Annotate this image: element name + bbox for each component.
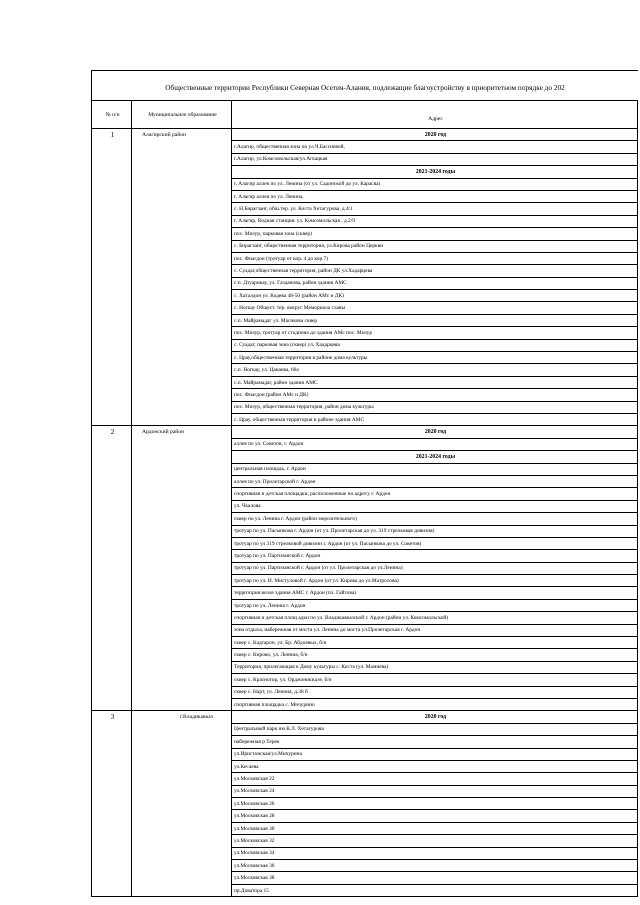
address-cell: тротуар по ул 319 стрелковой дивизии г. Ардон (от ул. Пасынкова до ул. Советов) (232, 537, 638, 549)
address-cell: тротуар по ул. Ленина г. Ардон (232, 599, 638, 611)
address-cell: пос. Мизур, парковая зона (сквер) (232, 228, 638, 240)
header-address: Адрес (232, 101, 638, 129)
address-cell: тротуар по ул. Партизанской г. Ардон (232, 550, 638, 562)
address-cell: набережная р.Терек (232, 736, 638, 748)
address-cell: с.п. Дзуарикау, ул. Газданова, район здания АМС (232, 277, 638, 289)
address-cell: ул.Московская 30 (232, 822, 638, 834)
address-cell: пос. Фиагдон (тротуар от кор. 4 до кор.7) (232, 252, 638, 264)
header-row (92, 101, 638, 129)
address-cell: тротуар по ул. Пасынкова г. Ардон (от ул. Пролетарская до ул. 319 стрелковая дивизия) (232, 525, 638, 537)
address-cell: г. Алагир аллея по ул. Ленина (от ул. Садонской до ул. Карасва) (232, 178, 638, 190)
address-cell: центральная площадь, г. Ардон (232, 463, 638, 475)
year-heading: 2021-2024 годы (232, 451, 638, 463)
address-cell: с.п. Майрамадаг, район здания АМС (232, 376, 638, 388)
territories-table (91, 100, 638, 897)
page-title: Общественные территории Республики Северная Осетия-Алания, подлежащие благоустройству в приоритетном порядке до 202 (165, 83, 565, 92)
address-cell: г. Алагир, Водная станция. ул. Комсомольская , д.2/9 (232, 215, 638, 227)
year-heading: 2020 год (232, 711, 638, 723)
address-cell: пос. Мизур, тротуар от стадиона до здания АМс пос. Мизур (232, 327, 638, 339)
address-cell: г.Алагир, ул.Комсомольская/ул.Агкацкая (232, 153, 638, 165)
address-cell: г. Алагир аллея по ул. Ленина, (232, 190, 638, 202)
address-cell: с. Суадаг,общественная территория, район ДК ул.Хадарцева (232, 265, 638, 277)
address-cell: ул.Иристонская/ул.Мичурина (232, 748, 638, 760)
row-number: 1 (92, 129, 132, 426)
address-cell: ул.Московская 32 (232, 835, 638, 847)
address-cell: аллея по ул. Пролетарской г. Ардон (232, 475, 638, 487)
address-cell: ул.Московская 38 (232, 872, 638, 884)
address-cell: с. Бирагзанг, общественная территория, ул.Кирова район Церкви (232, 240, 638, 252)
municipality-cell: Ардонский район (132, 426, 232, 711)
address-cell: территория возле здания АМС г. Ардон (пл. Гайтова) (232, 587, 638, 599)
address-cell: сквер с. Красногор, ул. Орджоникидзе, б/н (232, 674, 638, 686)
address-cell: сквер с. Кирово, ул. Ленина, б/н (232, 649, 638, 661)
row-number: 3 (92, 711, 132, 897)
address-cell: с. Н.Бирагзанг, обш.тер. ул. Коста Хетагурова, д.4/1 (232, 203, 638, 215)
address-cell: зона отдыха, набережная от моста ул. Ленина до моста ул.Пролетарская г. Ардон (232, 624, 638, 636)
municipality-cell: Алагирский район (132, 129, 232, 426)
address-cell: спортивная площадка с. Мичурино (232, 698, 638, 710)
address-cell: ул.Московская 22 (232, 773, 638, 785)
year-heading: 2020 год (232, 129, 638, 141)
address-cell: г.Алагир, общественная зона по ул.Ч.Бассиевой, (232, 141, 638, 153)
address-cell: сквер по ул. Ленина г. Ардон (район морозительного) (232, 513, 638, 525)
address-cell: с.п. Ногкау, ул. Цанаева, 66а (232, 364, 638, 376)
address-cell: спортивная и детская площадки, расположенные по адресу г. Ардон (232, 488, 638, 500)
header-municipality: Муниципальное образование (132, 101, 232, 129)
address-cell: ул.Московская 36 (232, 860, 638, 872)
address-cell: сквер с. Кадгарон, ул. Бр. Абдоевых, б/н (232, 637, 638, 649)
address-cell: с. Црау,общественная территория в районе дома культуры (232, 352, 638, 364)
address-cell: тротуар по ул. И. Мистуловой г. Ардон (от ул. Кирова до ул.Матросова) (232, 575, 638, 587)
address-cell: ул.Кесаева (232, 760, 638, 772)
address-cell: с. Суадаг, парковая зона (сквер) ул. Хадарцева (232, 339, 638, 351)
year-row (92, 426, 638, 438)
address-cell: с. Хаталдон ул. Кодева 48-50 (район АМс и ДК) (232, 290, 638, 302)
address-cell: ул.Московская 24 (232, 785, 638, 797)
address-cell: пос. Мизур, общественная территория, район дома культуры (232, 401, 638, 413)
year-row (92, 129, 638, 141)
address-cell: тротуар по ул. Партизанской г. Ардон (от ул. Пролетарская до ул.Ленина) (232, 562, 638, 574)
address-cell: с. Црау, общественная территория в районе здания АМС (232, 413, 638, 425)
year-heading: 2021-2024 годы (232, 166, 638, 178)
row-number: 2 (92, 426, 132, 711)
address-cell: ул.Московская 28 (232, 810, 638, 822)
address-cell: с. Ногкау Общест. тер. вокруг Мемориала славы (232, 302, 638, 314)
address-cell: ул. Чкалова (232, 500, 638, 512)
municipality-cell: г.Владикавказ (132, 711, 232, 897)
address-cell: спортивная и детская площ адки по ул. Владикавказской г. Ардон (район ул. Комсомольской) (232, 612, 638, 624)
year-heading: 2020 год (232, 426, 638, 438)
year-row (92, 711, 638, 723)
address-cell: сквер с. Нарт, ул. Ленина, д.38 б (232, 686, 638, 698)
address-cell: аллея по ул. Советов, г. Ардон (232, 438, 638, 450)
header-num: № п/п (92, 101, 132, 129)
address-cell: ул.Московская 26 (232, 798, 638, 810)
address-cell: с.п. Майрамадаг ул. Масикова сквер (232, 314, 638, 326)
address-cell: Центральный парк им К.Л. Хетагурова (232, 723, 638, 735)
address-cell: пр.Доватора 15 (232, 884, 638, 896)
address-cell: Территория, прилегающая к Дому культуры с. Коста (ул. Мамиева) (232, 661, 638, 673)
address-cell: пос. Фиагдон (район АМс и ДК) (232, 389, 638, 401)
address-cell: ул.Московская 34 (232, 847, 638, 859)
